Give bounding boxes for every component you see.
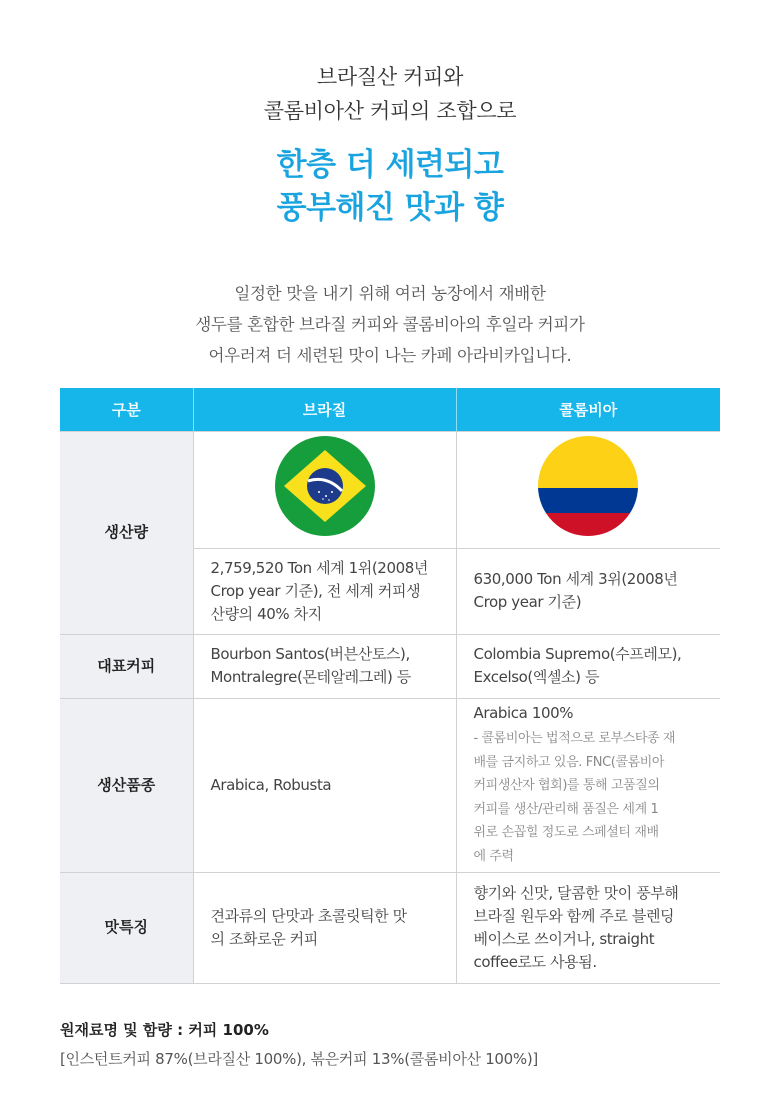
headline-line: 풍부해진 맛과 향 — [276, 190, 504, 226]
header-colombia: 콜롬비아 — [456, 388, 720, 431]
intro-section — [0, 60, 780, 371]
colombia-taste: 향기와 신맛, 달콤한 맛이 풍부해 브라질 원두와 함께 주로 블렌딩 베이스로 쓰이거나, straight coffee로도 사용됨. — [456, 872, 720, 983]
brazil-taste: 견과류의 단맛과 초콜릿틱한 맛 의 조화로운 커피 — [193, 872, 456, 983]
intro-subtitle-line: 브라질산 커피와 — [316, 65, 464, 89]
category-taste: 맛특징 — [60, 872, 193, 983]
table-header-row — [60, 388, 720, 431]
colombia-variety-main: Arabica 100% — [473, 704, 574, 722]
headline-line: 한층 더 세련되고 — [276, 147, 504, 183]
ingredients-title: 원재료명 및 함량 : 커피 100% — [60, 1021, 269, 1039]
colombia-flag-icon — [536, 434, 640, 538]
comparison-table — [60, 388, 720, 984]
table-row-representative — [60, 634, 720, 698]
headline — [0, 144, 780, 230]
description-line: 어우러져 더 세련된 맛이 나는 카페 아라비카입니다. — [208, 346, 572, 365]
intro-subtitle-line: 콜롬비아산 커피의 조합으로 — [263, 99, 517, 123]
colombia-production-text: 630,000 Ton 세계 3위(2008년 Crop year 기준) — [456, 548, 720, 634]
category-production: 생산량 — [60, 431, 193, 634]
colombia-flag-cell — [456, 431, 720, 548]
colombia-representative: Colombia Supremo(수프레모), Excelso(엑셀소) 등 — [456, 634, 720, 698]
table-row-taste — [60, 872, 720, 983]
colombia-variety — [456, 698, 720, 872]
category-variety: 생산품종 — [60, 698, 193, 872]
brazil-flag-cell — [193, 431, 456, 548]
category-representative: 대표커피 — [60, 634, 193, 698]
table-row-production-flags — [60, 431, 720, 548]
table-row-variety — [60, 698, 720, 872]
intro-description — [0, 278, 780, 371]
header-category: 구분 — [60, 388, 193, 431]
brazil-variety: Arabica, Robusta — [193, 698, 456, 872]
intro-subtitle — [0, 60, 780, 128]
ingredients-detail: [인스턴트커피 87%(브라질산 100%), 볶은커피 13%(콜롬비아산 100%)] — [60, 1050, 538, 1068]
ingredients-footer — [60, 1018, 740, 1071]
brazil-production-text: 2,759,520 Ton 세계 1위(2008년 Crop year 기준), 전 세계 커피생 산량의 40% 차지 — [193, 548, 456, 634]
description-line: 생두를 혼합한 브라질 커피와 콜롬비아의 후일라 커피가 — [195, 315, 585, 334]
header-brazil: 브라질 — [193, 388, 456, 431]
colombia-variety-note: - 콜롬비아는 법적으로 로부스타종 재 배를 금지하고 있음. FNC(콜롬비아 커피생산자 협회)를 통해 고품질의 커피를 생산/관리해 품질은 세계 1 위로 손꼽힐 정도로 스페셜티 재배 에 주력 — [473, 731, 676, 864]
brazil-representative: Bourbon Santos(버븐산토스), Montralegre(몬테알레그레) 등 — [193, 634, 456, 698]
description-line: 일정한 맛을 내기 위해 여러 농장에서 재배한 — [234, 284, 546, 303]
brazil-flag-icon — [273, 434, 377, 538]
comparison-table-wrapper — [60, 388, 720, 984]
